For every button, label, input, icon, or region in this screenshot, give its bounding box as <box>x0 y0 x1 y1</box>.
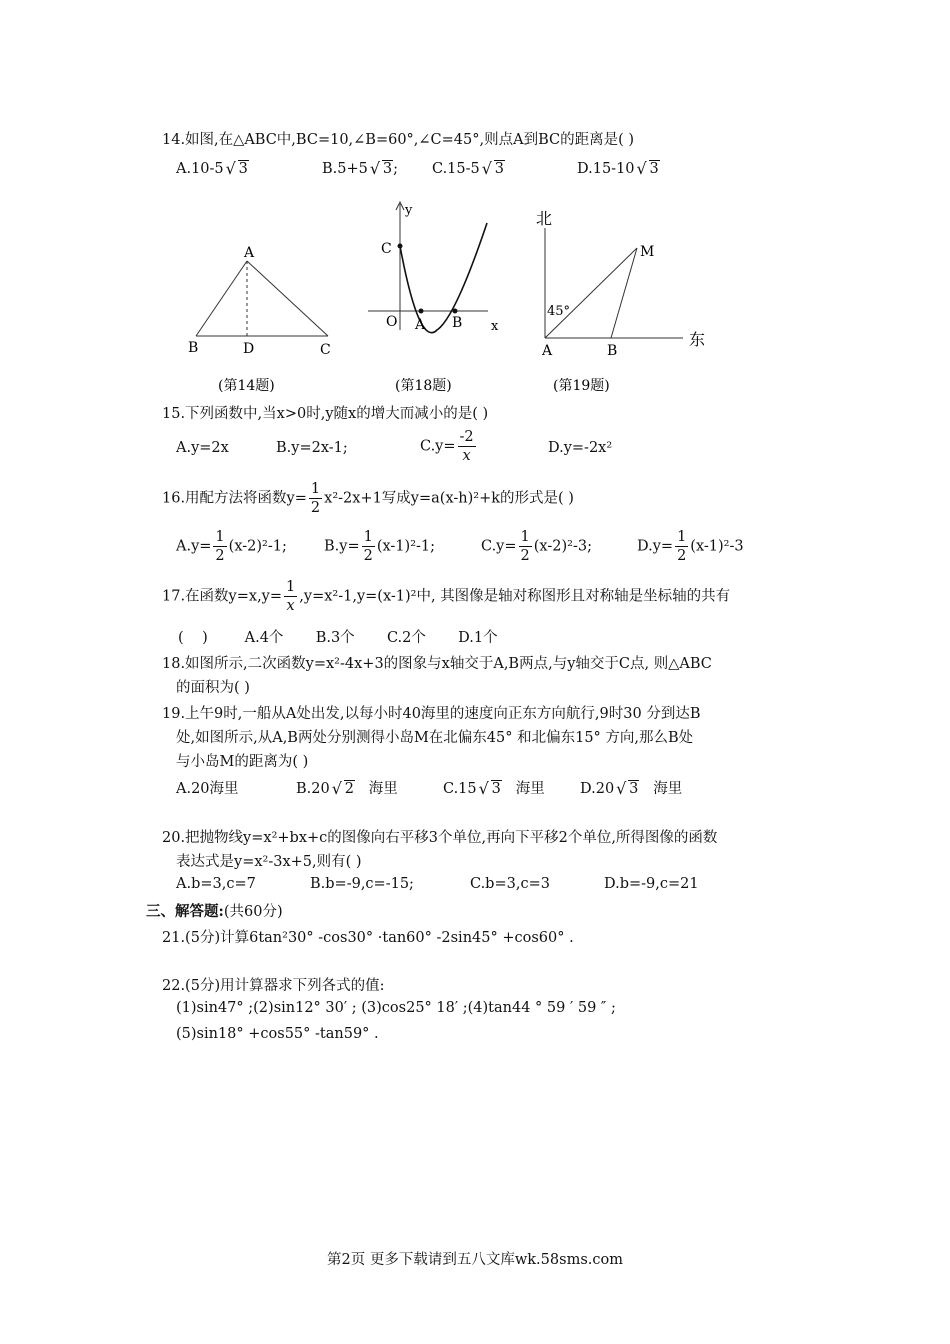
q14-option-d <box>577 160 660 177</box>
q14-stem: 14.如图,在△ABC中,BC=10,∠B=60°,∠C=45°,则点A到BC的距离是( ) <box>162 132 635 148</box>
q16-option-b: B.y= $\frac{1}{2}$ (x-1)²-1; <box>324 529 436 564</box>
compass-north: 北 <box>536 209 553 228</box>
parabola-label-x: x <box>491 319 499 334</box>
q20-option-d: D.b=-9,c=21 <box>604 876 699 892</box>
q19-option-d: D.20√ 3 海里 <box>580 777 682 798</box>
figures-area <box>0 190 950 405</box>
fraction: $\frac{1}{2}$ <box>363 529 373 564</box>
sqrt-symbol: √ 3 <box>482 160 505 177</box>
q20-line1: 20.把抛物线y=x²+bx+c的图像向右平移3个单位,再向下平移2个单位,所得图像的函数 <box>162 830 718 846</box>
section-heading: 三、解答题:(共60分) <box>146 903 283 920</box>
fraction: $\frac{1}{2}$ <box>310 481 321 516</box>
tri-label-a: A <box>244 245 255 261</box>
parabola-label-a: A <box>415 317 426 333</box>
q16-stem: 16.用配方法将函数y= $\frac{1}{2}$ x²-2x+1写成y=a(x-h)²+k的形式是( ) <box>162 481 574 516</box>
q19-option-a: A.20海里 <box>176 781 239 797</box>
q16-option-c: C.y= $\frac{1}{2}$ (x-2)²-3; <box>481 529 592 564</box>
sqrt-symbol: √ 3 <box>226 160 249 177</box>
parabola-label-c: C <box>381 241 392 257</box>
q14-option-c <box>432 160 505 177</box>
fraction: $\frac{1}{2}$ <box>677 529 687 564</box>
q21-text: 21.(5分)计算6tan²30° -cos30° ·tan60° -2sin45° +cos60° . <box>162 930 574 946</box>
q15-option-a: A.y=2x <box>176 440 229 456</box>
q14-option-b: B.5+5√ 3; <box>322 160 398 177</box>
q19-line3: 与小岛M的距离为( ) <box>176 754 309 770</box>
q19-line2: 处,如图所示,从A,B两处分别测得小岛M在北偏东45° 和北偏东15° 方向,那么B处 <box>176 730 694 746</box>
tri-label-c: C <box>320 342 331 358</box>
fraction: $\frac{-2}{x}$ <box>459 429 474 464</box>
tri-label-b: B <box>188 340 199 356</box>
q20-option-c: C.b=3,c=3 <box>470 876 550 892</box>
q16-option-d: D.y= $\frac{1}{2}$ (x-1)²-3 <box>637 529 744 564</box>
parabola-label-b: B <box>452 315 463 331</box>
q22-line3: (5)sin18° +cos55° -tan59° . <box>176 1026 379 1042</box>
q19-option-b: B.20√ 2 海里 <box>296 777 398 798</box>
compass-label-b: B <box>607 343 618 359</box>
q17-options: ( ) A.4个 B.3个 C.2个 D.1个 <box>178 630 498 646</box>
q20-option-a: A.b=3,c=7 <box>176 876 256 892</box>
q22-line2: (1)sin47° ;(2)sin12° 30′ ; (3)cos25° 18′ ;(4)tan44 ° 59 ′ 59 ″ ; <box>176 1000 616 1016</box>
q20-option-b: B.b=-9,c=-15; <box>310 876 414 892</box>
compass-east: 东 <box>689 330 706 349</box>
q16-option-a: A.y= $\frac{1}{2}$ (x-2)²-1; <box>176 529 287 564</box>
q15-option-c: C.y= $\frac{-2}{x}$ <box>420 429 474 464</box>
sqrt-symbol: √ 3 <box>616 780 639 797</box>
q18-line2: 的面积为( ) <box>176 680 250 696</box>
sqrt-symbol: √ 3 <box>637 160 660 177</box>
compass-label-m: M <box>640 244 655 260</box>
fig18-caption: (第18题) <box>395 378 452 394</box>
q15-option-b: B.y=2x-1; <box>276 440 348 456</box>
q15-stem: 15.下列函数中,当x>0时,y随x的增大而减小的是( ) <box>162 406 489 422</box>
sqrt-symbol: √ 3 <box>370 160 393 177</box>
fraction: $\frac{1}{2}$ <box>520 529 530 564</box>
sqrt-symbol: √ 2 <box>332 780 355 797</box>
q14-d-text: D.15-10 <box>577 161 635 177</box>
q14-c-text: C.15-5 <box>432 161 480 177</box>
q22-line1: 22.(5分)用计算器求下列各式的值: <box>162 978 385 994</box>
compass-figure <box>536 209 705 394</box>
page-footer: 第2页 更多下载请到五八文库wk.58sms.com <box>327 1252 623 1268</box>
q19-line1: 19.上午9时,一船从A处出发,以每小时40海里的速度向正东方向航行,9时30 分到达B <box>162 706 701 722</box>
q18-line1: 18.如图所示,二次函数y=x²-4x+3的图象与x轴交于A,B两点,与y轴交于C点, 则△ABC <box>162 656 712 672</box>
tri-label-d: D <box>243 341 255 357</box>
parabola-figure <box>368 202 499 394</box>
fraction: $\frac{1}{x}$ <box>286 579 296 614</box>
q19-option-c: C.15√ 3 海里 <box>443 777 545 798</box>
compass-angle: 45° <box>547 304 571 319</box>
q20-line2: 表达式是y=x²-3x+5,则有( ) <box>176 854 362 870</box>
q15-option-d: D.y=-2x² <box>548 440 613 456</box>
fig19-caption: (第19题) <box>553 378 610 394</box>
fig14-caption: (第14题) <box>218 378 275 394</box>
sqrt-symbol: √ 3 <box>479 780 502 797</box>
compass-label-a: A <box>542 343 553 359</box>
triangle-figure <box>188 245 331 394</box>
fraction: $\frac{1}{2}$ <box>215 529 225 564</box>
q14-b-text: B.5+5 <box>322 161 368 177</box>
parabola-label-y: y <box>405 203 413 218</box>
q14-option-a <box>176 160 249 177</box>
parabola-label-o: O <box>386 314 398 330</box>
q17-stem: 17.在函数y=x,y= $\frac{1}{x}$ ,y=x²-1,y=(x-1)²中, 其图像是轴对称图形且对称轴是坐标轴的共有 <box>162 579 731 614</box>
q14-a-text: A.10-5 <box>176 161 224 177</box>
